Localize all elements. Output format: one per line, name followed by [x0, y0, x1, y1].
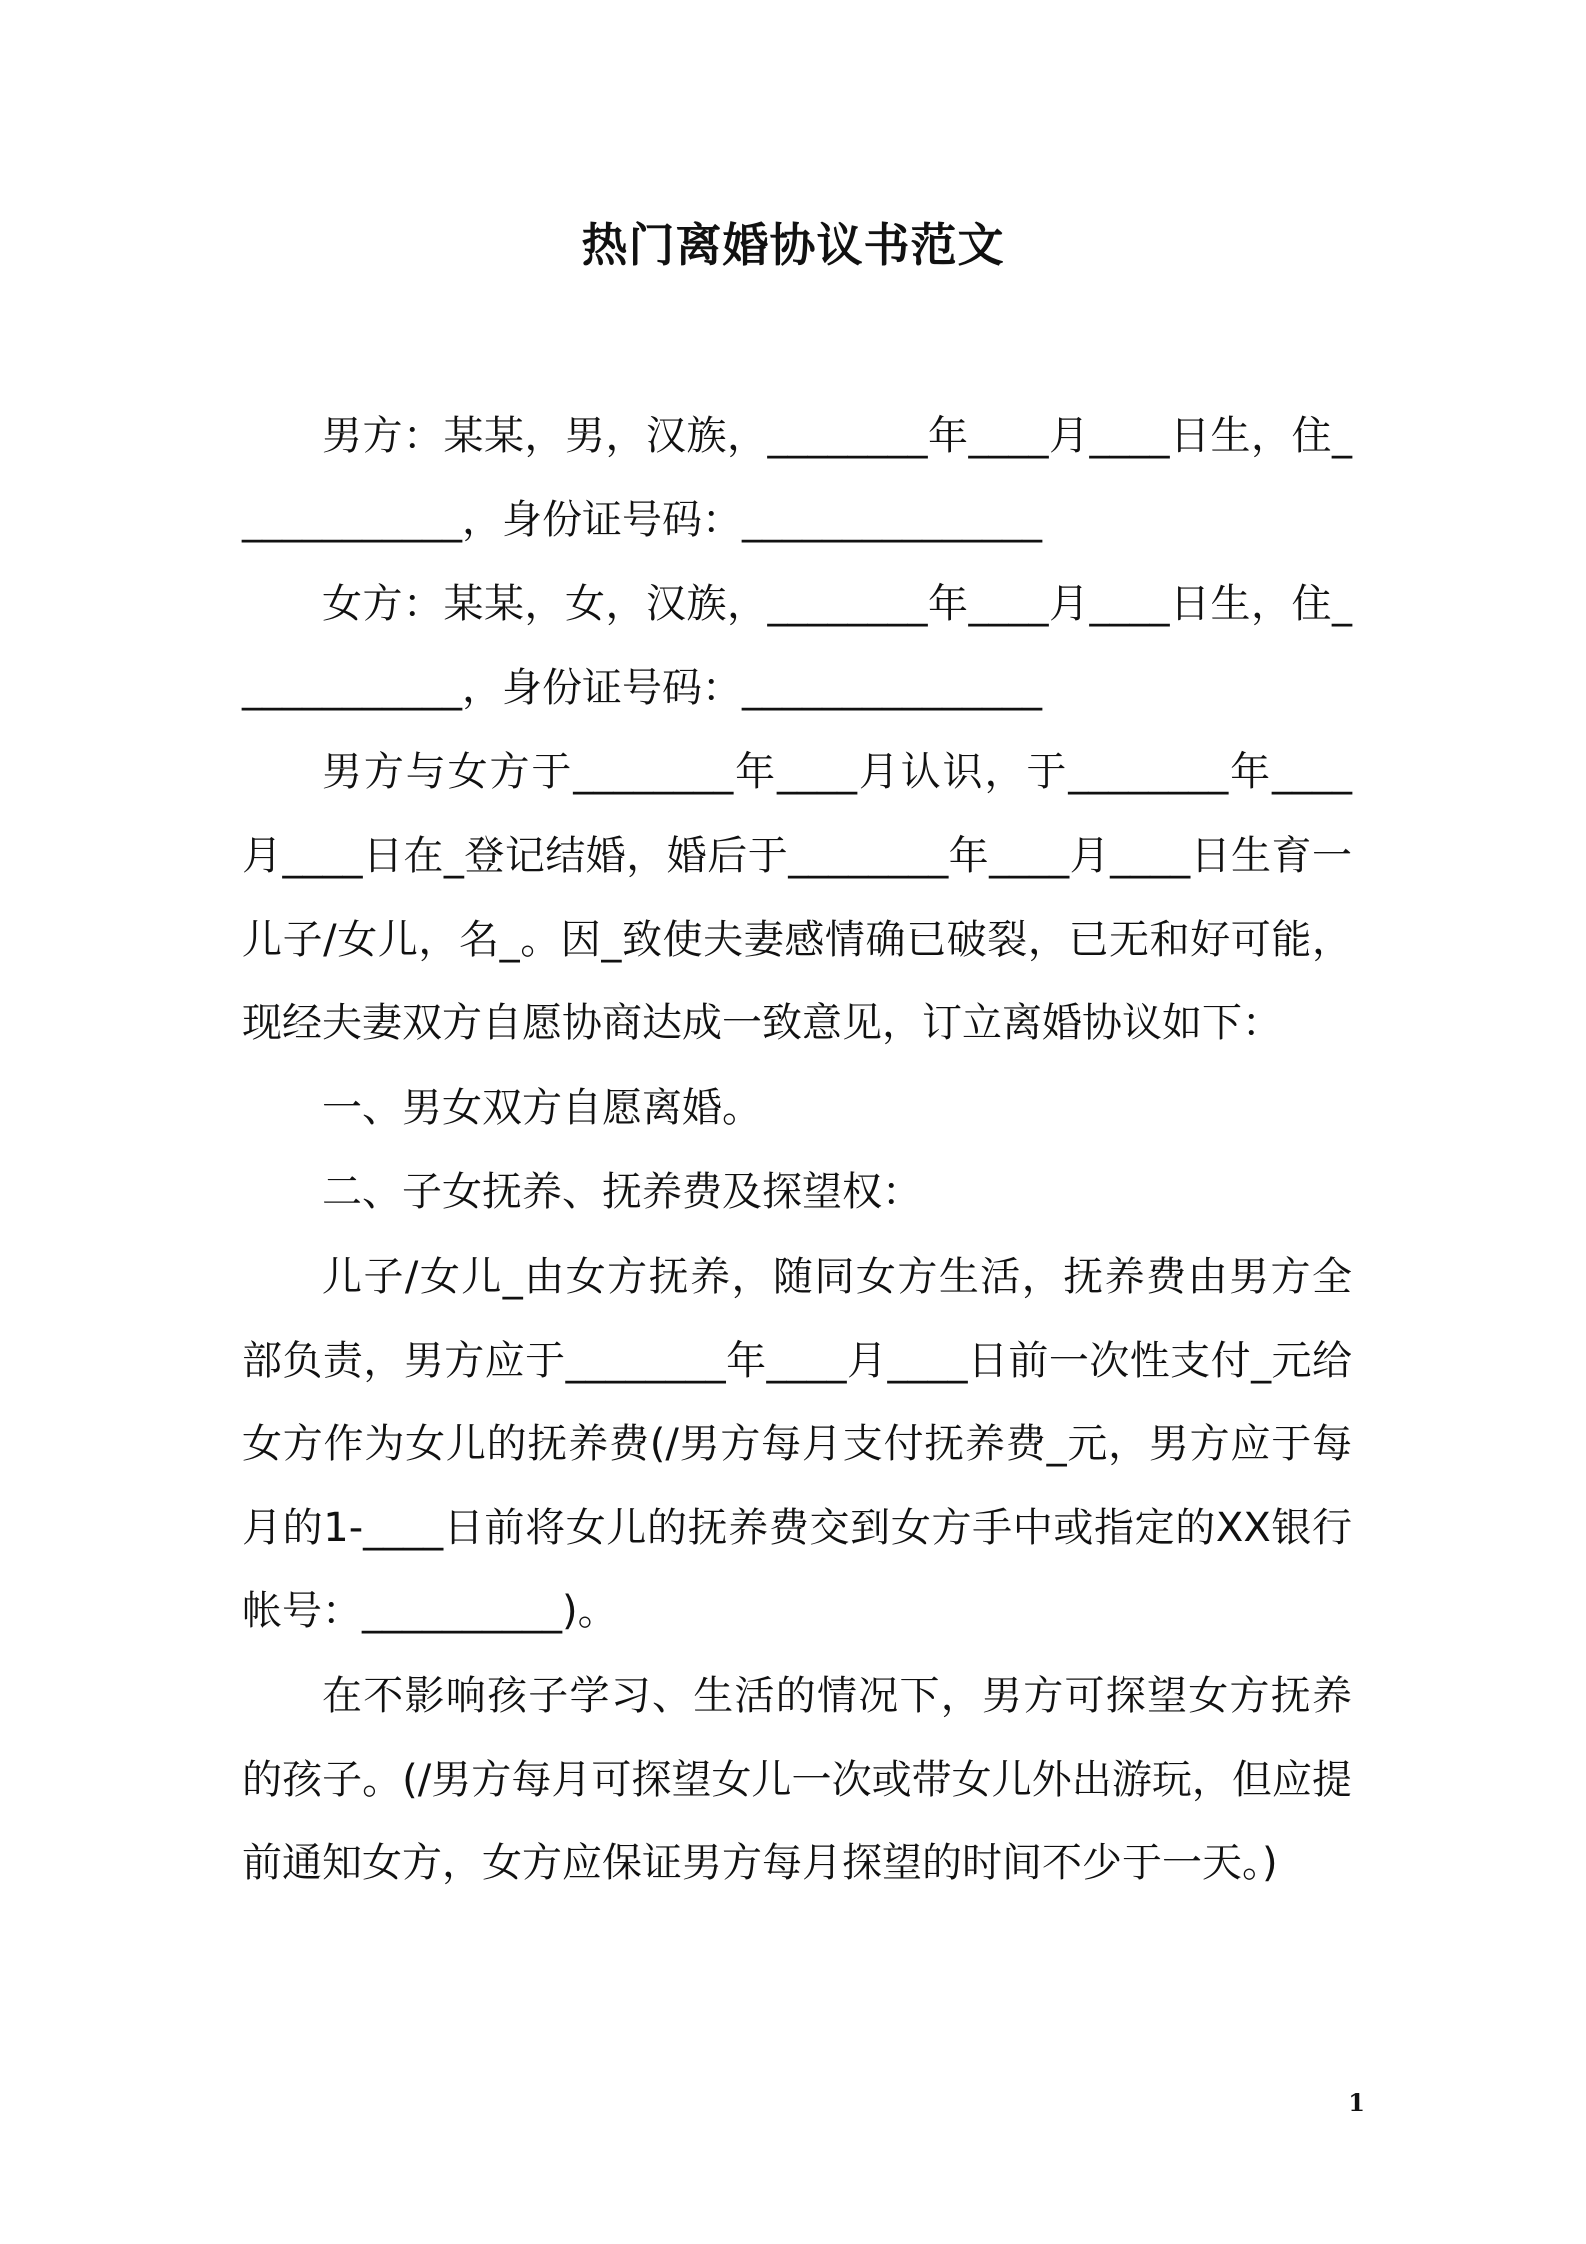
- clause-2-visitation: 在不影响孩子学习、生活的情况下，男方可探望女方抚养的孩子。(/男方每月可探望女儿一次或带女儿外出游玩，但应提前通知女方，女方应保证男方每月探望的时间不少于一天。): [242, 1672, 1352, 1887]
- document-body: [242, 395, 1352, 1907]
- clause-2-heading: 二、子女抚养、抚养费及探望权：: [322, 1169, 922, 1216]
- paragraph-female-party: 女方：某某，女，汉族，________年____月____日生，住____________，身份证号码：_______________: [242, 581, 1352, 711]
- paragraph-marriage-background: 男方与女方于________年____月认识，于________年____月____日在_登记结婚，婚后于________年____月____日生育一儿子/女儿，名_。因_致使夫妻感情确已破裂，已无和好可能，现经夫妻双方自愿协商达成一致意见，订立离婚协议如下：: [242, 749, 1352, 1047]
- paragraph-male-party: 男方：某某，男，汉族，________年____月____日生，住____________，身份证号码：_______________: [242, 413, 1352, 543]
- page-title: 热门离婚协议书范文: [581, 218, 1005, 272]
- clause-1-divorce: 一、男女双方自愿离婚。: [322, 1084, 762, 1131]
- clause-2-child-support: 儿子/女儿_由女方抚养，随同女方生活，抚养费由男方全部负责，男方应于________年____月____日前一次性支付_元给女方作为女儿的抚养费(/男方每月支付抚养费_元，男方应于每月的1-____日前将女儿的抚养费交到女方手中或指定的XX银行帐号：__________)。: [242, 1253, 1352, 1635]
- page-number: 1: [1348, 2088, 1365, 2117]
